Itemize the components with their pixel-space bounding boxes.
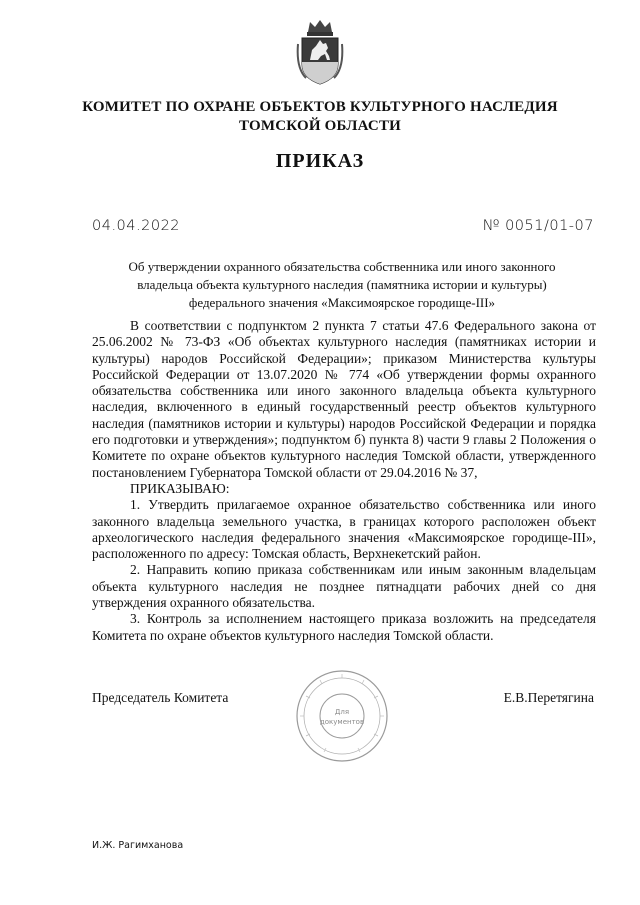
order-item-1: 1. Утвердить прилагаемое охранное обязательство собственника или иного законного владельца земельного участка, в границах которого расположен объект археологического наследия федерального значения «Максимоярское городище-III», расположенного по адресу: Томская область, Верхнекетский район. — [92, 497, 596, 562]
preamble-paragraph: В соответствии с подпунктом 2 пункта 7 статьи 47.6 Федерального закона от 25.06.2002 № 73-ФЗ «Об объектах культурного наследия (памятниках истории и культуры) народов Российской Федерации»; приказом Министерства культуры Российской Федерации от 13.07.2020 № 774 «Об утверждении формы охранного обязательства собственника или иного законного владельца объекта культурного наследия, включенного в единый государственный реестр объектов культурного наследия (памятников истории и культуры) народов Российской Федерации и порядка его подготовки и утверждения»; подпунктом б) пункта 8) части 9 главы 2 Положения о Комитете по охране объектов культурного наследия Томской области, утвержденного постановлением Губернатора Томской области от 29.04.2016 № 37, — [92, 318, 596, 480]
subject-line-2: владельца объекта культурного наследия (памятника истории и культуры) — [137, 277, 547, 292]
document-type: ПРИКАЗ — [275, 150, 365, 172]
subject-line-1: Об утверждении охранного обязательства собственника или иного законного — [128, 259, 556, 274]
stamp-text-1: Для — [334, 708, 350, 716]
signatory-name: Е.В.Перетягина — [503, 690, 594, 705]
order-word: ПРИКАЗЫВАЮ: — [130, 480, 230, 496]
seal-stamp-icon — [294, 668, 390, 764]
subject-line-3: федерального значения «Максимоярское городище-III» — [188, 295, 496, 310]
order-body — [92, 318, 596, 644]
committee-line-1: КОМИТЕТ ПО ОХРАНЕ ОБЪЕКТОВ КУЛЬТУРНОГО НАСЛЕДИЯ — [82, 99, 558, 115]
executor-name: И.Ж. Рагимханова — [92, 840, 184, 851]
committee-name — [40, 98, 600, 136]
order-subject — [92, 258, 592, 312]
stamp-text-2: документов — [319, 718, 365, 726]
order-item-3: 3. Контроль за исполнением настоящего приказа возложить на председателя Комитета по охране объектов культурного наследия Томской области. — [92, 611, 596, 643]
coat-of-arms-icon — [296, 18, 344, 88]
committee-line-2: ТОМСКОЙ ОБЛАСТИ — [238, 118, 402, 134]
order-item-2: 2. Направить копию приказа собственникам или иным законным владельцам объекта культурного наследия не позднее пятнадцати рабочих дней со дня утверждения охранного обязательства. — [92, 562, 596, 611]
signatory-position: Председатель Комитета — [92, 690, 229, 705]
order-number: № 0051/01-07 — [482, 218, 594, 234]
order-date: 04.04.2022 — [92, 218, 181, 234]
